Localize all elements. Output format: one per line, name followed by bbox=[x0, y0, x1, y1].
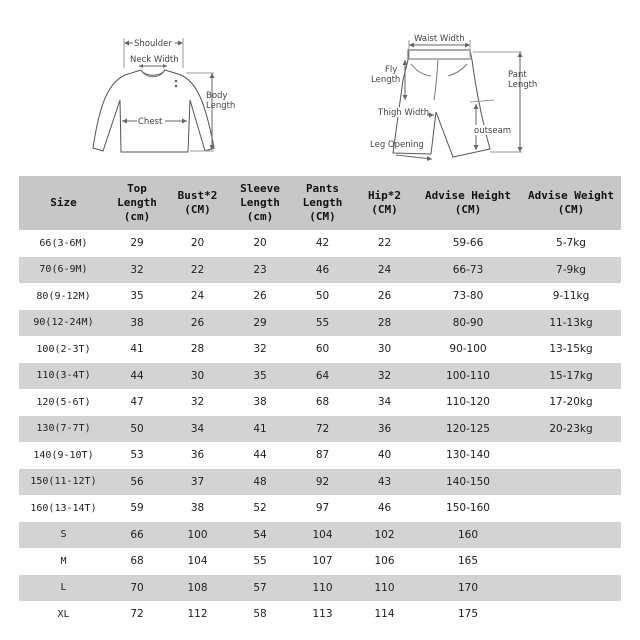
cell-advise-height: 140-150 bbox=[415, 469, 521, 496]
cell-pants-length: 50 bbox=[291, 283, 354, 310]
cell-advise-height: 80-90 bbox=[415, 310, 521, 337]
leg-opening-label: Leg Opening bbox=[370, 140, 424, 150]
cell-pants-length: 107 bbox=[291, 548, 354, 575]
cell-size: 90(12-24M) bbox=[19, 310, 108, 337]
cell-hip: 40 bbox=[354, 442, 415, 469]
table-row bbox=[19, 548, 621, 575]
table-row bbox=[19, 469, 621, 496]
cell-advise-weight bbox=[521, 548, 621, 575]
cell-sleeve-length: 57 bbox=[229, 575, 291, 602]
column-header-advise-weight-line: Advise Weight bbox=[527, 189, 615, 202]
table-row bbox=[19, 283, 621, 310]
cell-top-length: 35 bbox=[108, 283, 166, 310]
cell-size: XL bbox=[19, 601, 108, 628]
cell-hip: 114 bbox=[354, 601, 415, 628]
cell-pants-length: 87 bbox=[291, 442, 354, 469]
column-header-size bbox=[19, 176, 108, 230]
waist-width-label: Waist Width bbox=[414, 34, 465, 44]
cell-advise-height: 120-125 bbox=[415, 416, 521, 443]
cell-bust: 104 bbox=[166, 548, 229, 575]
column-header-size-line: Size bbox=[50, 196, 77, 209]
column-header-sleeve-length-line: Length bbox=[240, 196, 280, 209]
cell-hip: 26 bbox=[354, 283, 415, 310]
cell-pants-length: 46 bbox=[291, 257, 354, 284]
cell-advise-weight: 7-9kg bbox=[521, 257, 621, 284]
cell-bust: 108 bbox=[166, 575, 229, 602]
shirt-outline bbox=[93, 70, 214, 152]
cell-advise-height: 175 bbox=[415, 601, 521, 628]
column-header-sleeve-length bbox=[229, 176, 291, 230]
cell-top-length: 70 bbox=[108, 575, 166, 602]
pant-length-label-line1: Pant bbox=[508, 70, 527, 80]
cell-size: S bbox=[19, 522, 108, 549]
cell-sleeve-length: 41 bbox=[229, 416, 291, 443]
cell-advise-weight bbox=[521, 442, 621, 469]
cell-advise-weight bbox=[521, 522, 621, 549]
cell-sleeve-length: 55 bbox=[229, 548, 291, 575]
column-header-pants-length-line: Pants bbox=[305, 182, 340, 195]
cell-bust: 112 bbox=[166, 601, 229, 628]
cell-advise-height: 100-110 bbox=[415, 363, 521, 390]
cell-advise-height: 59-66 bbox=[415, 230, 521, 257]
table-row bbox=[19, 522, 621, 549]
cell-advise-weight: 11-13kg bbox=[521, 310, 621, 337]
cell-advise-weight bbox=[521, 469, 621, 496]
cell-top-length: 56 bbox=[108, 469, 166, 496]
cell-advise-weight: 9-11kg bbox=[521, 283, 621, 310]
cell-bust: 30 bbox=[166, 363, 229, 390]
cell-top-length: 72 bbox=[108, 601, 166, 628]
cell-sleeve-length: 48 bbox=[229, 469, 291, 496]
cell-size: 150(11-12T) bbox=[19, 469, 108, 496]
column-header-advise-height-line: (CM) bbox=[454, 203, 482, 216]
cell-sleeve-length: 20 bbox=[229, 230, 291, 257]
cell-top-length: 38 bbox=[108, 310, 166, 337]
table-row bbox=[19, 389, 621, 416]
column-header-sleeve-length-line: (cm) bbox=[246, 210, 274, 223]
column-header-top-length-line: (cm) bbox=[123, 210, 151, 223]
cell-top-length: 41 bbox=[108, 336, 166, 363]
cell-sleeve-length: 26 bbox=[229, 283, 291, 310]
cell-bust: 37 bbox=[166, 469, 229, 496]
cell-hip: 30 bbox=[354, 336, 415, 363]
cell-advise-weight: 20-23kg bbox=[521, 416, 621, 443]
cell-size: 66(3-6M) bbox=[19, 230, 108, 257]
cell-advise-weight: 15-17kg bbox=[521, 363, 621, 390]
body-length-label-line2: Length bbox=[206, 101, 236, 111]
chest-label: Chest bbox=[138, 117, 163, 127]
cell-advise-height: 160 bbox=[415, 522, 521, 549]
cell-top-length: 47 bbox=[108, 389, 166, 416]
column-header-top-length-line: Top bbox=[127, 182, 147, 195]
column-header-advise-height bbox=[415, 176, 521, 230]
outseam-label: outseam bbox=[474, 126, 512, 136]
cell-advise-height: 90-100 bbox=[415, 336, 521, 363]
cell-size: 80(9-12M) bbox=[19, 283, 108, 310]
cell-advise-weight bbox=[521, 601, 621, 628]
column-header-hip-line: (CM) bbox=[371, 203, 398, 216]
column-header-pants-length-line: (CM) bbox=[309, 210, 336, 223]
cell-hip: 106 bbox=[354, 548, 415, 575]
column-header-top-length bbox=[108, 176, 166, 230]
cell-bust: 22 bbox=[166, 257, 229, 284]
cell-advise-height: 73-80 bbox=[415, 283, 521, 310]
cell-hip: 43 bbox=[354, 469, 415, 496]
cell-hip: 24 bbox=[354, 257, 415, 284]
cell-hip: 110 bbox=[354, 575, 415, 602]
cell-advise-height: 110-120 bbox=[415, 389, 521, 416]
cell-top-length: 44 bbox=[108, 363, 166, 390]
cell-advise-height: 66-73 bbox=[415, 257, 521, 284]
column-header-hip-line: Hip*2 bbox=[367, 189, 402, 202]
table-header-row bbox=[19, 176, 621, 230]
cell-advise-weight bbox=[521, 495, 621, 522]
cell-hip: 32 bbox=[354, 363, 415, 390]
fly-length-label-line2: Length bbox=[371, 75, 401, 85]
cell-bust: 24 bbox=[166, 283, 229, 310]
thigh-width-label: Thigh Width bbox=[378, 108, 430, 118]
cell-bust: 38 bbox=[166, 495, 229, 522]
cell-size: M bbox=[19, 548, 108, 575]
table-row bbox=[19, 416, 621, 443]
cell-bust: 20 bbox=[166, 230, 229, 257]
measurement-diagrams bbox=[0, 0, 640, 170]
table-row bbox=[19, 495, 621, 522]
pant-length-label-line2: Length bbox=[508, 80, 538, 90]
column-header-top-length-line: Length bbox=[117, 196, 157, 209]
cell-advise-weight: 5-7kg bbox=[521, 230, 621, 257]
column-header-hip bbox=[354, 176, 415, 230]
cell-sleeve-length: 23 bbox=[229, 257, 291, 284]
cell-pants-length: 92 bbox=[291, 469, 354, 496]
table-row bbox=[19, 363, 621, 390]
cell-size: 100(2-3T) bbox=[19, 336, 108, 363]
cell-sleeve-length: 32 bbox=[229, 336, 291, 363]
cell-advise-weight: 13-15kg bbox=[521, 336, 621, 363]
cell-sleeve-length: 44 bbox=[229, 442, 291, 469]
cell-pants-length: 64 bbox=[291, 363, 354, 390]
cell-hip: 46 bbox=[354, 495, 415, 522]
cell-advise-height: 165 bbox=[415, 548, 521, 575]
cell-advise-weight bbox=[521, 575, 621, 602]
body-length-label-line1: Body bbox=[206, 91, 228, 101]
fly-length-label-line1: Fly bbox=[385, 65, 398, 75]
cell-bust: 34 bbox=[166, 416, 229, 443]
column-header-sleeve-length-line: Sleeve bbox=[240, 182, 280, 195]
cell-pants-length: 113 bbox=[291, 601, 354, 628]
cell-size: 110(3-4T) bbox=[19, 363, 108, 390]
cell-top-length: 50 bbox=[108, 416, 166, 443]
cell-size: 120(5-6T) bbox=[19, 389, 108, 416]
cell-hip: 28 bbox=[354, 310, 415, 337]
cell-bust: 36 bbox=[166, 442, 229, 469]
cell-pants-length: 60 bbox=[291, 336, 354, 363]
column-header-bust-line: (CM) bbox=[184, 203, 211, 216]
cell-top-length: 59 bbox=[108, 495, 166, 522]
cell-pants-length: 110 bbox=[291, 575, 354, 602]
column-header-pants-length bbox=[291, 176, 354, 230]
table-row bbox=[19, 442, 621, 469]
neck-width-label: Neck Width bbox=[130, 55, 179, 65]
table-body bbox=[19, 230, 621, 628]
cell-advise-weight: 17-20kg bbox=[521, 389, 621, 416]
cell-bust: 28 bbox=[166, 336, 229, 363]
cell-sleeve-length: 54 bbox=[229, 522, 291, 549]
cell-top-length: 66 bbox=[108, 522, 166, 549]
cell-advise-height: 170 bbox=[415, 575, 521, 602]
table-row bbox=[19, 310, 621, 337]
column-header-advise-height-line: Advise Height bbox=[424, 189, 512, 202]
cell-pants-length: 104 bbox=[291, 522, 354, 549]
table-row bbox=[19, 336, 621, 363]
cell-top-length: 68 bbox=[108, 548, 166, 575]
cell-sleeve-length: 29 bbox=[229, 310, 291, 337]
column-header-pants-length-line: Length bbox=[302, 196, 343, 209]
cell-hip: 34 bbox=[354, 389, 415, 416]
cell-top-length: 32 bbox=[108, 257, 166, 284]
size-chart-table bbox=[19, 176, 621, 628]
table-row bbox=[19, 257, 621, 284]
cell-advise-height: 130-140 bbox=[415, 442, 521, 469]
cell-sleeve-length: 58 bbox=[229, 601, 291, 628]
cell-pants-length: 97 bbox=[291, 495, 354, 522]
table-row bbox=[19, 575, 621, 602]
cell-sleeve-length: 35 bbox=[229, 363, 291, 390]
cell-bust: 100 bbox=[166, 522, 229, 549]
cell-size: L bbox=[19, 575, 108, 602]
column-header-bust-line: Bust*2 bbox=[177, 189, 218, 202]
cell-sleeve-length: 38 bbox=[229, 389, 291, 416]
cell-sleeve-length: 52 bbox=[229, 495, 291, 522]
column-header-advise-weight bbox=[521, 176, 621, 230]
cell-pants-length: 55 bbox=[291, 310, 354, 337]
cell-bust: 32 bbox=[166, 389, 229, 416]
cell-bust: 26 bbox=[166, 310, 229, 337]
cell-hip: 36 bbox=[354, 416, 415, 443]
column-header-advise-weight-line: (CM) bbox=[557, 203, 585, 216]
cell-top-length: 29 bbox=[108, 230, 166, 257]
cell-pants-length: 42 bbox=[291, 230, 354, 257]
cell-hip: 22 bbox=[354, 230, 415, 257]
cell-top-length: 53 bbox=[108, 442, 166, 469]
cell-advise-height: 150-160 bbox=[415, 495, 521, 522]
cell-size: 140(9-10T) bbox=[19, 442, 108, 469]
table-row bbox=[19, 601, 621, 628]
table-row bbox=[19, 230, 621, 257]
cell-hip: 102 bbox=[354, 522, 415, 549]
cell-size: 130(7-7T) bbox=[19, 416, 108, 443]
cell-pants-length: 68 bbox=[291, 389, 354, 416]
cell-size: 160(13-14T) bbox=[19, 495, 108, 522]
cell-pants-length: 72 bbox=[291, 416, 354, 443]
cell-size: 70(6-9M) bbox=[19, 257, 108, 284]
shoulder-label: Shoulder bbox=[134, 39, 172, 49]
column-header-bust bbox=[166, 176, 229, 230]
